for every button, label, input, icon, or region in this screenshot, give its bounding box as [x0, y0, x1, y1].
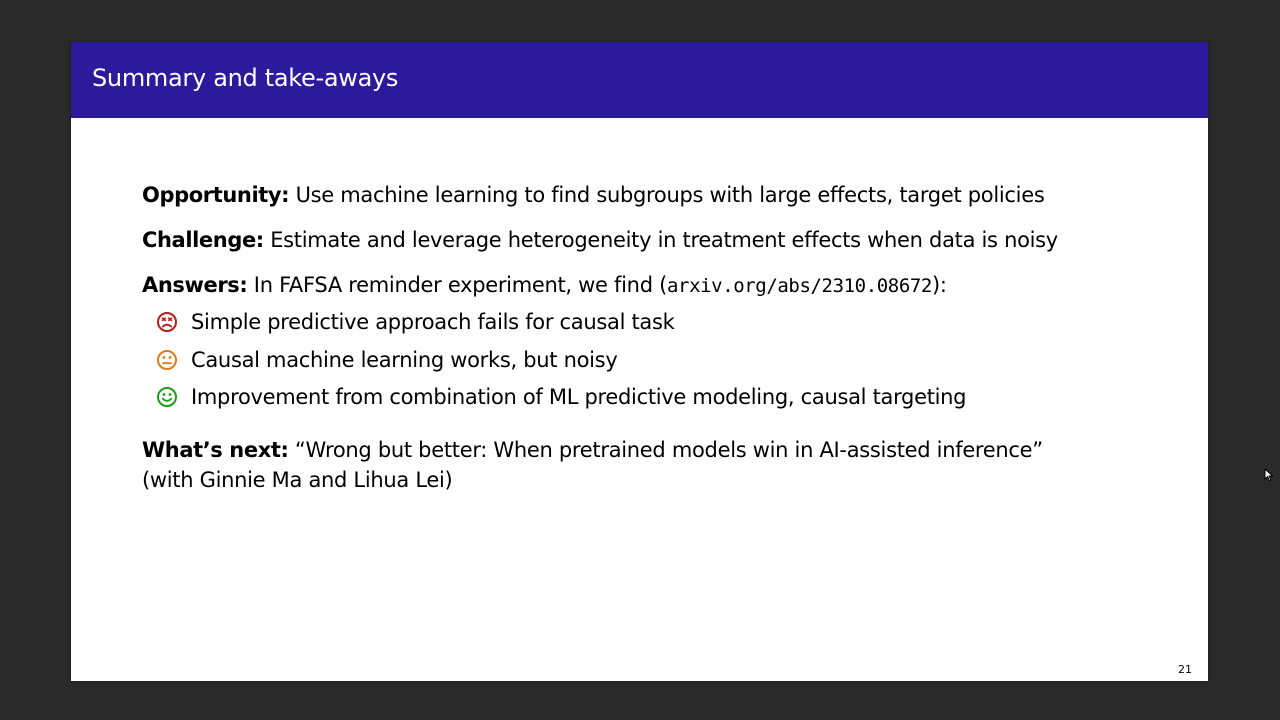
mouse-cursor-icon — [1264, 467, 1274, 481]
answers-label: Answers: — [142, 273, 248, 297]
whats-next-line — [142, 438, 1043, 462]
answers-text: In FAFSA reminder experiment, we find ( — [253, 273, 667, 297]
opportunity-text: Use machine learning to find subgroups with large effects, target policies — [295, 183, 1045, 207]
opportunity-label: Opportunity: — [142, 183, 290, 207]
slide — [71, 42, 1208, 681]
answers-text-end: ): — [931, 273, 947, 297]
whats-next-line-2 — [142, 468, 452, 492]
frown-face-icon — [156, 311, 178, 333]
answer-item-2 — [156, 348, 617, 372]
answers-line — [142, 273, 947, 297]
page-number: 21 — [1178, 663, 1192, 676]
whats-next-coauthors: (with Ginnie Ma and Lihua Lei) — [142, 468, 453, 492]
arxiv-link[interactable]: arxiv.org/abs/2310.08672 — [667, 275, 932, 297]
slide-content — [142, 42, 1208, 681]
slide-title: Summary and take-aways — [92, 64, 399, 92]
answer-item-1 — [156, 310, 675, 334]
answer-item-text: Causal machine learning works, but noisy — [191, 348, 618, 372]
whats-next-text: “Wrong but better: When pretrained models win in AI-assisted inference” — [294, 438, 1043, 462]
answer-item-text: Improvement from combination of ML predictive modeling, causal targeting — [191, 385, 967, 409]
whats-next-label: What’s next: — [142, 438, 289, 462]
neutral-face-icon — [156, 349, 178, 371]
challenge-text: Estimate and leverage heterogeneity in treatment effects when data is noisy — [270, 228, 1058, 252]
smile-face-icon — [156, 386, 178, 408]
challenge-label: Challenge: — [142, 228, 264, 252]
answer-item-3 — [156, 385, 966, 409]
opportunity-line — [142, 183, 1044, 207]
answer-item-text: Simple predictive approach fails for causal task — [191, 310, 675, 334]
challenge-line — [142, 228, 1058, 252]
